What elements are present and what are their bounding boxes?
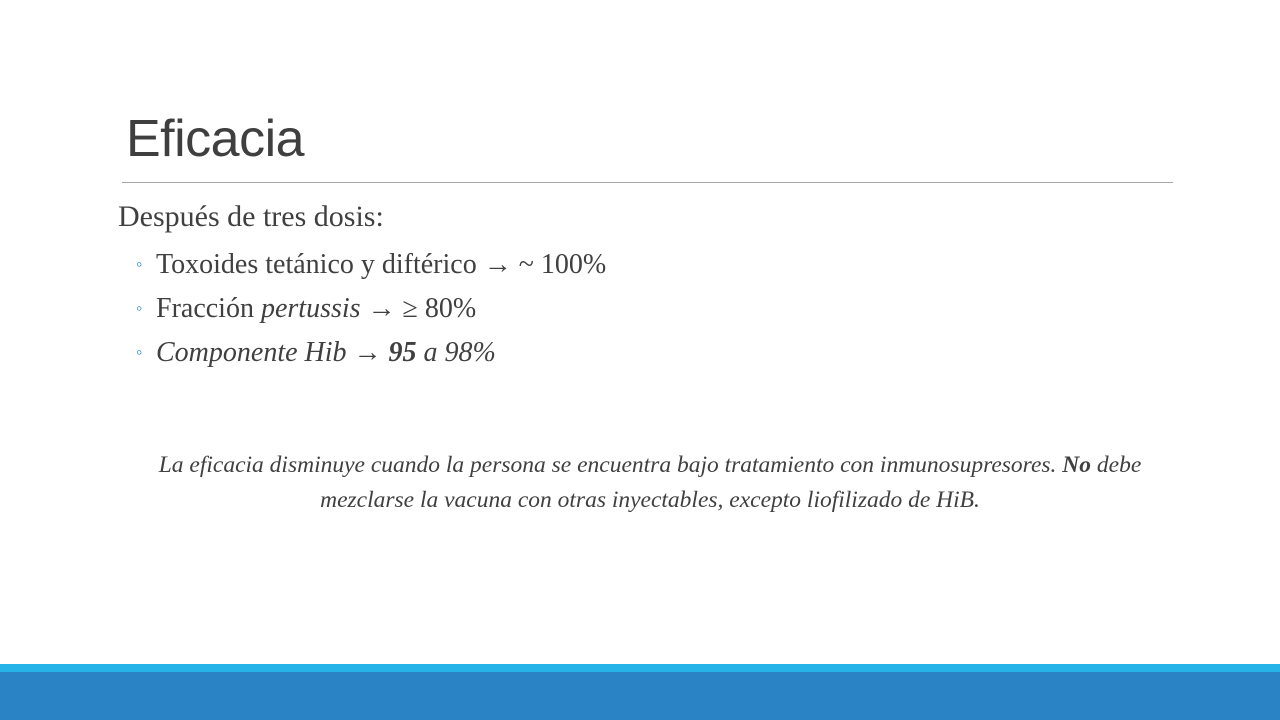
bullet-value-bold: 95 [388, 337, 417, 368]
bullet-marker-icon: ◦ [136, 254, 143, 274]
note-part1: La eficacia disminuye cuando la persona se encuentra bajo tratamiento con inmunosupresores. [158, 452, 1063, 478]
efficacy-note [130, 448, 1170, 518]
bullet-lead: Toxoides tetánico y diftérico [156, 249, 477, 280]
arrow-icon: → [353, 337, 382, 368]
slide-title: Eficacia [126, 110, 305, 168]
subtitle: Después de tres dosis: [118, 200, 384, 233]
arrow-icon: → [483, 249, 512, 280]
note-part2: debe mezclarse la vacuna con otras inyectables, excepto liofilizado de HiB. [320, 452, 1142, 513]
bullet-value: ≥ 80% [402, 293, 477, 324]
footer-accent-bar [0, 664, 1280, 720]
title-divider [122, 182, 1173, 183]
bullet-lead-italic: pertussis [260, 293, 361, 324]
bullet-value: ~ 100% [518, 249, 607, 280]
bullet-marker-icon: ◦ [136, 298, 143, 318]
arrow-icon: → [367, 293, 396, 324]
bullet-item-pertussis [136, 288, 606, 332]
bullet-marker-icon: ◦ [136, 342, 143, 362]
bullet-lead-italic: Componente Hib [156, 337, 347, 368]
note-emphasis: No [1062, 452, 1092, 478]
bullet-item-hib [136, 332, 606, 376]
bullet-list [136, 244, 606, 376]
bullet-item-toxoides [136, 244, 606, 288]
bullet-value-rest: a 98% [416, 337, 496, 368]
bullet-lead: Fracción [156, 293, 261, 324]
